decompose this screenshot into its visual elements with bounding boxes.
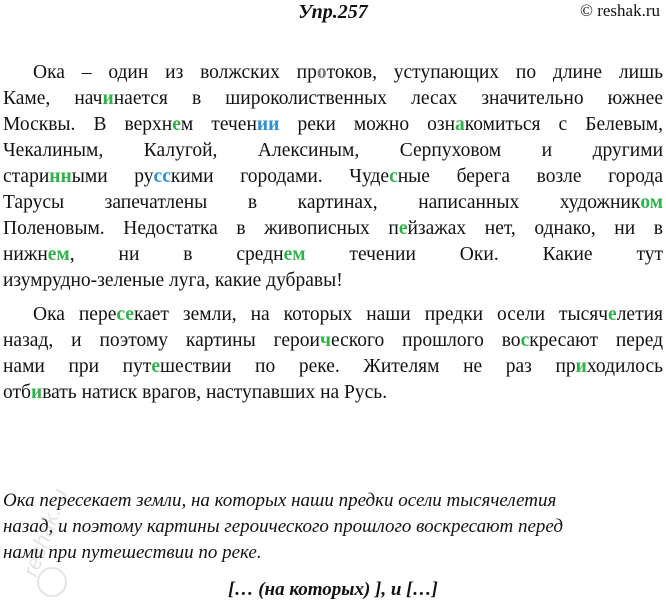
text-line: Каме, начинается в широколиственных лесах значительно южнее bbox=[3, 88, 663, 109]
analysis-line: назад, и поэтому картины героического прошлого воскресают перед bbox=[3, 516, 563, 537]
text-line: Чекалиным, Калугой, Алексиным, Серпуховом и другими bbox=[3, 140, 663, 161]
text-line: изумрудно-зеленые луга, какие дубравы! bbox=[3, 270, 343, 291]
highlighted-letters: ом bbox=[640, 192, 663, 213]
highlighted-letters: о bbox=[316, 62, 327, 83]
highlighted-letters: е bbox=[608, 304, 617, 325]
highlighted-letters: ем bbox=[283, 244, 306, 265]
highlighted-letters: нн bbox=[49, 166, 72, 187]
text-line: старинными русскими городами. Чудесные берега возле города bbox=[3, 166, 663, 187]
highlighted-letters: с bbox=[389, 166, 398, 187]
watermark-text: reshak.ru bbox=[17, 485, 73, 580]
text-line: Тарусы запечатлены в картинах, написанных художником bbox=[3, 192, 663, 213]
exercise-text bbox=[3, 60, 663, 406]
sentence-scheme: [… (на которых) ], и […] bbox=[228, 579, 438, 600]
highlighted-letters: и bbox=[102, 88, 114, 109]
text-line: Поленовым. Недостатка в живописных пейзажах нет, однако, ни в bbox=[3, 218, 663, 239]
analysis-line: нами при путешествии по реке. bbox=[3, 542, 262, 563]
highlighted-letters: е bbox=[151, 356, 161, 377]
highlighted-letters: с bbox=[520, 330, 530, 351]
exercise-title: Упр.257 bbox=[298, 1, 368, 23]
text-line: назад, и поэтому картины героического прошлого воскресают перед bbox=[3, 330, 664, 351]
text-line: Москвы. В верхнем течении реки можно ознакомиться с Белевым, bbox=[3, 114, 664, 135]
text-line: нижнем, ни в среднем течении Оки. Какие тут bbox=[3, 244, 663, 265]
text-line: Ока – один из волжских протоков, уступающих по длине лишь bbox=[33, 62, 663, 83]
text-line: нами при путешествии по реке. Жителям не раз приходилось bbox=[3, 356, 663, 377]
analysis-line: Ока пересекает земли, на которых наши предки осели тысячелетия bbox=[3, 490, 557, 511]
paragraph-1-tail bbox=[3, 268, 663, 294]
sentence-analysis bbox=[3, 488, 663, 566]
paragraph-2 bbox=[3, 302, 663, 406]
text-line: Ока пересекает земли, на которых наши предки осели тысячелетия bbox=[33, 304, 663, 325]
highlighted-letters: ем bbox=[47, 244, 70, 265]
highlighted-letters: сс bbox=[153, 166, 171, 187]
highlighted-letters: и bbox=[30, 382, 43, 403]
highlighted-letters: е bbox=[398, 218, 408, 239]
highlighted-letters: се bbox=[116, 304, 134, 325]
text-line: отбивать натиск врагов, наступавших на Русь. bbox=[3, 382, 388, 403]
highlighted-letters: ч bbox=[319, 330, 331, 351]
site-copyright: © reshak.ru bbox=[580, 1, 660, 20]
paragraph-1 bbox=[3, 60, 663, 268]
highlighted-letters: ии bbox=[256, 114, 280, 135]
highlighted-letters: и bbox=[575, 356, 587, 377]
highlighted-letters: е bbox=[172, 114, 181, 135]
highlighted-letters: а bbox=[455, 114, 465, 135]
